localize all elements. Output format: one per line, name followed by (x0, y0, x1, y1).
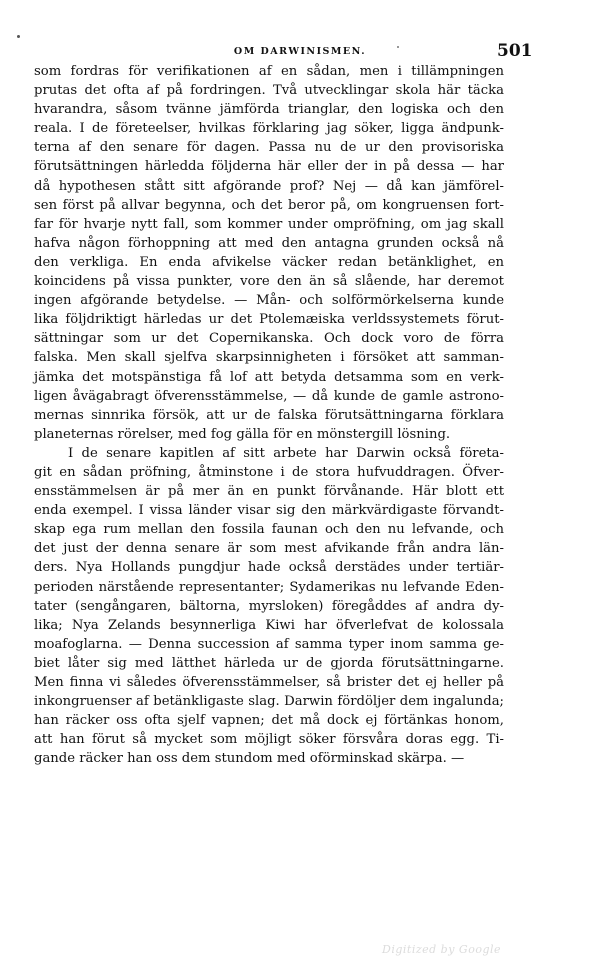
text-line: hafva någon förhoppning att med den antagna grunden också nå (34, 235, 504, 251)
text-line: ingen afgörande betydelse. — Mån- och solförmörkelserna kunde (34, 293, 504, 309)
text-line: biet låter sig med lätthet härleda ur de gjorda förutsättningarne. (34, 655, 504, 671)
text-line: koincidens på vissa punkter, vore den än så slående, har deremot (34, 274, 504, 290)
text-line: lika följdriktigt härledas ur det Ptolemæiska verldssystemets förut- (34, 312, 504, 328)
text-line: då hypothesen stått sitt afgörande prof? Nej — då kan jämförel- (34, 178, 504, 194)
text-line: som fordras för verifikationen af en sådan, men i tillämpningen (34, 64, 504, 79)
page-number: 501 (497, 41, 533, 61)
text-line: tater (sengångaren, bältorna, myrsloken) föregåddes af andra dy- (34, 598, 504, 614)
scan-watermark: Digitized by Google (382, 943, 502, 956)
text-line: perioden närstående representanter; Sydamerikas nu lefvande Eden- (34, 579, 504, 595)
text-line: lika; Nya Zelands besynnerliga Kiwi har öfverlefvat de kolossala (34, 617, 504, 633)
text-line: mernas sinnrika försök, att ur de falska förutsättningarna förklara (34, 407, 504, 423)
text-line: ders. Nya Hollands pungdjur hade också derstädes under tertiär- (34, 560, 504, 576)
text-line: inkongruenser af betänkligaste slag. Darwin fördöljer dem ingalunda; (34, 694, 504, 710)
running-head: OM DARWINISMEN. (233, 46, 367, 57)
text-line: ensstämmelsen är på mer än en punkt förvånande. Här blott ett (34, 484, 504, 500)
text-line: git en sådan pröfning, åtminstone i de stora hufvuddragen. Öfver- (34, 464, 504, 480)
text-line: att han förut så mycket som möjligt söker försvåra doras egg. Ti- (34, 732, 504, 748)
text-line: I de senare kapitlen af sitt arbete har Darwin också företa- (68, 445, 504, 461)
body-text (34, 62, 504, 768)
text-line: falska. Men skall sjelfva skarpsinnigheten i försöket att samman- (34, 350, 504, 366)
text-line: det just der denna senare är som mest afvikande från andra län- (34, 541, 504, 557)
text-line: hvarandra, såsom tvänne jämförda trianglar, den logiska och den (34, 102, 504, 118)
text-line: den verkliga. En enda afvikelse väcker redan betänklighet, en (34, 254, 504, 270)
paragraph (34, 444, 504, 769)
text-line: Men finna vi således öfverensstämmelser, så brister det ej heller på (34, 675, 504, 690)
text-line: planeternas rörelser, med fog gälla för en mönstergill lösning. (34, 426, 451, 442)
text-line: enda exempel. I vissa länder visar sig den märkvärdigaste förvandt- (34, 503, 504, 519)
text-line: prutas det ofta af på fordringen. Två utvecklingar skola här täcka (34, 83, 504, 99)
text-line: far för hvarje nytt fall, som kommer under ompröfning, om jag skall (34, 216, 504, 232)
text-line: reala. I de företeelser, hvilkas förklaring jag söker, ligga ändpunk- (34, 121, 504, 137)
paragraph (34, 62, 504, 444)
text-line: terna af den senare för dagen. Passa nu de ur den provisoriska (34, 140, 504, 156)
text-line: sättningar som ur det Copernikanska. Och dock voro de förra (34, 331, 504, 347)
text-line: förutsättningen härledda följderna här eller der in på dessa — har (34, 159, 504, 175)
text-line: moafoglarna. — Denna succession af samma typer inom samma ge- (34, 636, 504, 652)
text-line: jämka det motspänstiga få lof att betyda detsamma som en verk- (34, 369, 504, 385)
text-line: skap ega rum mellan den fossila faunan och den nu lefvande, och (34, 522, 504, 538)
print-speck (17, 35, 20, 38)
text-line: ligen åvägabragt öfverensstämmelse, — då kunde de gamle astrono- (34, 388, 504, 404)
text-line: han räcker oss ofta sjelf vapnen; det må dock ej förtänkas honom, (34, 713, 504, 729)
text-line: gande räcker han oss dem stundom med oförminskad skärpa. — (34, 751, 465, 767)
text-line: sen först på allvar begynna, och det beror på, om kongruensen fort- (34, 197, 504, 213)
